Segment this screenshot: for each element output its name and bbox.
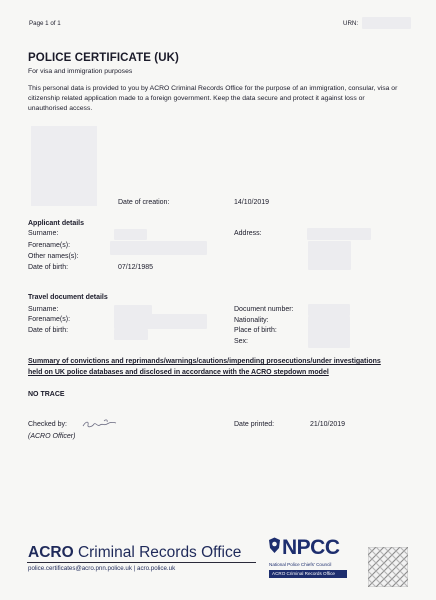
checked-by-label: Checked by: [28, 421, 67, 428]
footer-divider [27, 562, 256, 563]
summary-heading-line2: held on UK police databases and disclosed in accordance with the ACRO stepdown model [28, 369, 329, 376]
document-number-redaction [308, 304, 350, 316]
page-number: Page 1 of 1 [29, 20, 61, 27]
intro-paragraph: This personal data is provided to you by ACRO Criminal Records Office for the purpose of an immigration, consular, visa or citizenship related application made to a foreign government. Keep the data secure and protect it against loss or unauthorised access. [28, 85, 398, 112]
footer-org-name [28, 544, 241, 562]
travel-dob-redaction [114, 329, 148, 340]
footer-org-rest: Criminal Records Office [73, 544, 242, 561]
document-number-label: Document number: [234, 306, 294, 313]
page-title: POLICE CERTIFICATE (UK) [28, 52, 179, 64]
applicant-dob-value: 07/12/1985 [118, 264, 154, 271]
travel-surname-label: Surname: [28, 306, 59, 313]
applicant-photo [31, 126, 97, 206]
travel-forenames-label: Forename(s): [28, 316, 71, 323]
npcc-badge-text: ACRO Criminal Records Office [272, 571, 335, 576]
summary-heading-line1: Summary of convictions and reprimands/warnings/cautions/impending prosecutions/under investigations [28, 358, 381, 365]
applicant-heading: Applicant details [28, 220, 85, 227]
security-pattern-icon [368, 547, 408, 587]
place-of-birth-label: Place of birth: [234, 327, 277, 334]
creation-date-label: Date of creation: [118, 199, 170, 206]
travel-heading: Travel document details [28, 294, 108, 301]
nationality-label: Nationality: [234, 317, 269, 324]
date-printed-value: 21/10/2019 [310, 421, 346, 428]
summary-result: NO TRACE [28, 391, 65, 398]
travel-right-redaction [308, 316, 350, 348]
travel-forenames-redaction [114, 314, 207, 329]
npcc-badge [269, 570, 347, 578]
creation-date-value: 14/10/2019 [234, 199, 270, 206]
address-redaction-1 [307, 228, 371, 240]
applicant-dob-label: Date of birth: [28, 264, 69, 271]
npcc-logo-text: NPCC [282, 536, 340, 559]
police-crest-icon [268, 537, 281, 554]
applicant-surname-label: Surname: [28, 230, 59, 237]
sex-label: Sex: [234, 338, 249, 345]
urn-redaction [362, 17, 411, 29]
date-printed-label: Date printed: [234, 421, 275, 428]
page-subtitle: For visa and immigration purposes [28, 68, 133, 75]
officer-signature [80, 417, 122, 431]
applicant-other-names-label: Other names(s): [28, 253, 79, 260]
urn-label: URN: [343, 20, 359, 27]
applicant-address-label: Address: [234, 230, 262, 237]
travel-dob-label: Date of birth: [28, 327, 69, 334]
checked-by-role: (ACRO Officer) [28, 433, 76, 440]
footer-org-acro: ACRO [28, 544, 74, 561]
applicant-forenames-label: Forename(s): [28, 242, 71, 249]
address-redaction-2 [308, 241, 351, 270]
footer-contact: police.certificates@acro.pnn.police.uk | acro.police.uk [28, 565, 176, 572]
applicant-forenames-redaction [110, 241, 207, 255]
applicant-surname-redaction [114, 229, 147, 240]
npcc-subtitle: National Police Chiefs' Council [269, 562, 332, 567]
